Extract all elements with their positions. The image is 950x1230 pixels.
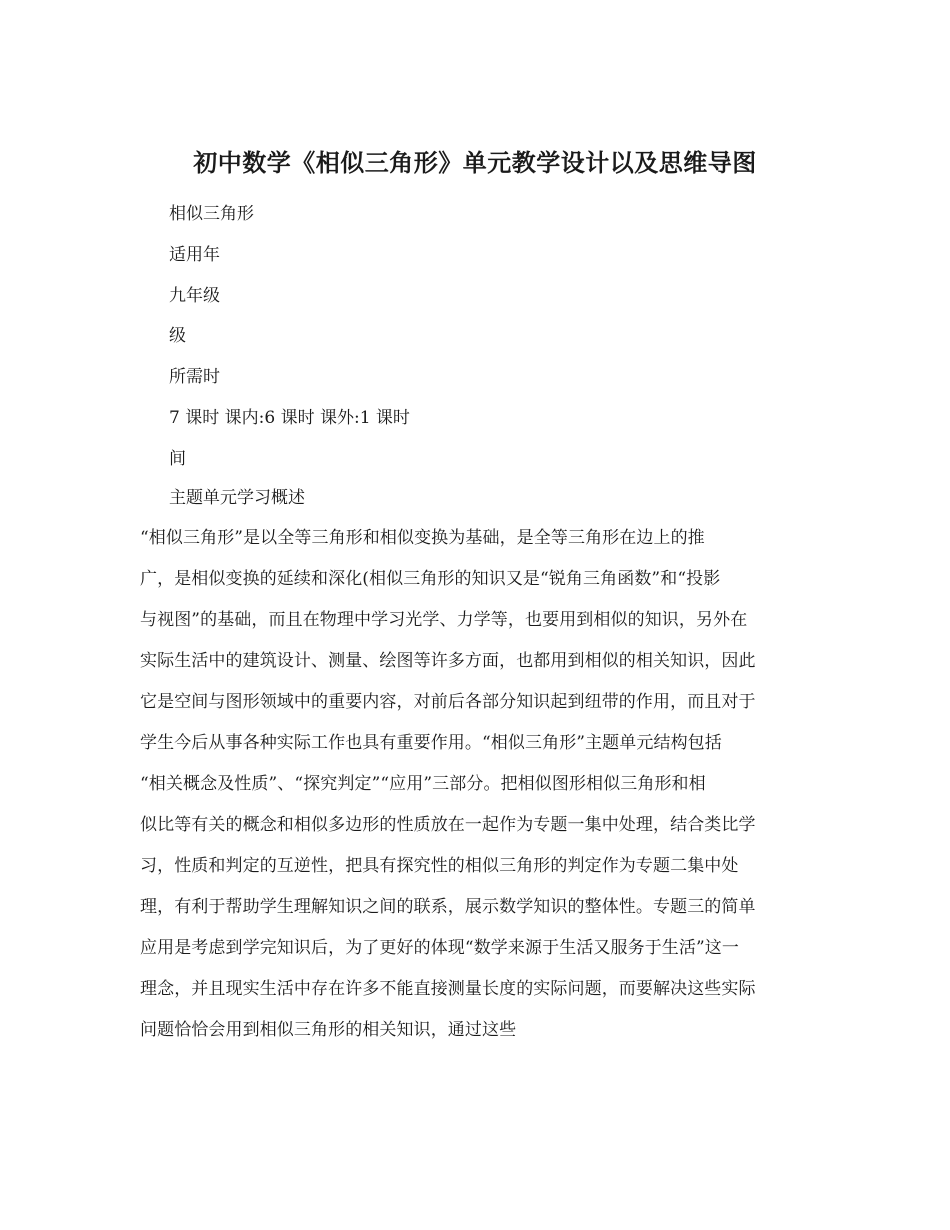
document-title: 初中数学《相似三角形》单元教学设计以及思维导图 — [193, 148, 757, 178]
paragraph-line: 理，有利于帮助学生理解知识之间的联系，展示数学知识的整体性。专题三的简单 — [140, 897, 756, 917]
course-info-line: 所需时 — [169, 367, 220, 388]
overview-heading: 主题单元学习概述 — [169, 488, 305, 508]
paragraph-line: 实际生活中的建筑设计、测量、绘图等许多方面，也都用到相似的相关知识，因此 — [140, 651, 756, 671]
paragraph-line: “相似三角形”是以全等三角形和相似变换为基础，是全等三角形在边上的推 — [140, 528, 705, 548]
paragraph-line: 问题恰恰会用到相似三角形的相关知识，通过这些 — [140, 1020, 517, 1040]
course-info-line: 级 — [169, 326, 186, 347]
paragraph-line: 习，性质和判定的互逆性，把具有探究性的相似三角形的判定作为专题二集中处 — [140, 856, 739, 876]
paragraph-line: “相关概念及性质”、“探究判定”“应用”三部分。把相似图形相似三角形和相 — [140, 774, 706, 794]
course-info-line: 适用年 — [169, 244, 220, 265]
paragraph-line: 应用是考虑到学完知识后，为了更好的体现“数学来源于生活又服务于生活”这一 — [140, 938, 739, 958]
paragraph-line: 似比等有关的概念和相似多边形的性质放在一起作为专题一集中处理，结合类比学 — [140, 815, 756, 835]
overview-paragraph — [140, 524, 820, 1057]
paragraph-line: 与视图”的基础，而且在物理中学习光学、力学等，也要用到相似的知识，另外在 — [140, 610, 748, 630]
course-info-list — [169, 200, 410, 486]
paragraph-line: 广，是相似变换的延续和深化(相似三角形的知识又是“锐角三角函数”和“投影 — [140, 569, 721, 589]
paragraph-line: 它是空间与图形领域中的重要内容，对前后各部分知识起到纽带的作用，而且对于 — [140, 692, 756, 712]
course-info-line: 7 课时 课内:6 课时 课外:1 课时 — [169, 407, 410, 428]
paragraph-line: 理念，并且现实生活中存在许多不能直接测量长度的实际问题，而要解决这些实际 — [140, 979, 756, 999]
course-info-line: 九年级 — [169, 285, 220, 306]
course-info-line: 间 — [169, 448, 186, 469]
course-info-line: 相似三角形 — [169, 204, 254, 224]
paragraph-line: 学生今后从事各种实际工作也具有重要作用。“相似三角形”主题单元结构包括 — [140, 733, 722, 753]
